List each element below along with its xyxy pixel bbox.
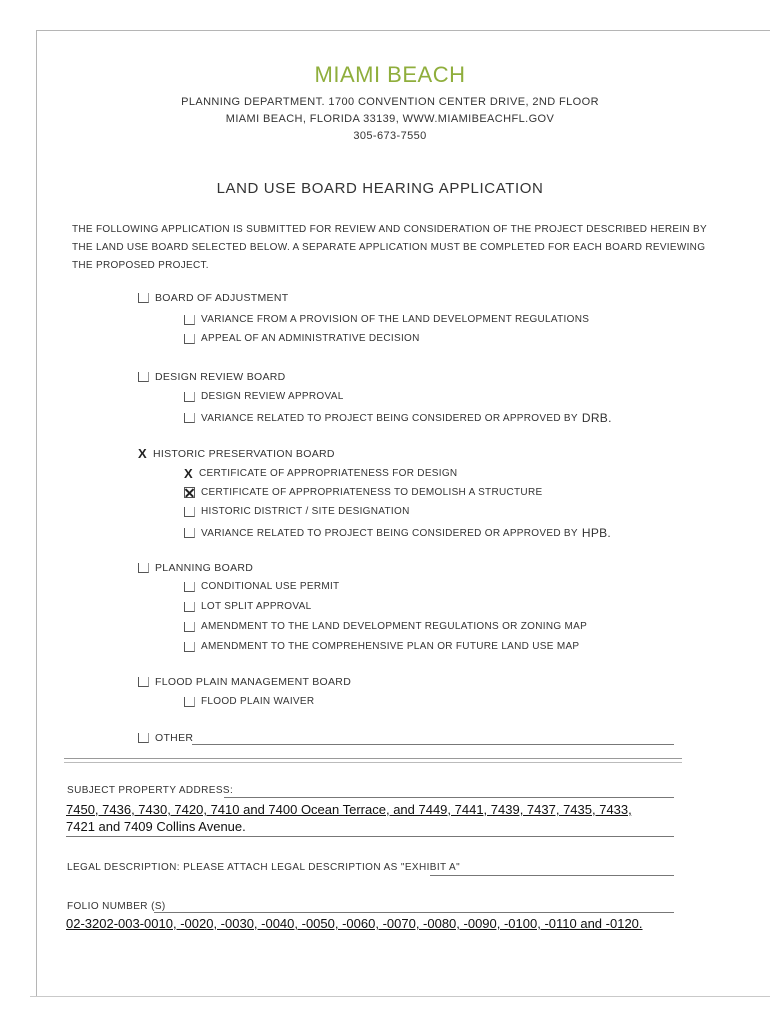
address-label-underline xyxy=(224,797,674,798)
folio-label-underline xyxy=(154,912,674,913)
variance-hpb-checkbox[interactable] xyxy=(184,528,195,538)
amend-ldr-option[interactable] xyxy=(184,621,587,632)
variance-ldr-option[interactable] xyxy=(184,314,589,325)
address-line-2: MIAMI BEACH, FLORIDA 33139, WWW.MIAMIBEACHFL.GOV xyxy=(225,113,555,125)
intro-line-1: THE FOLLOWING APPLICATION IS SUBMITTED FOR REVIEW AND CONSIDERATION OF THE PROJECT DESCRIBED HEREIN BY xyxy=(72,224,707,235)
variance-ldr-checkbox[interactable] xyxy=(184,315,195,325)
historic-designation-checkbox[interactable] xyxy=(184,507,195,517)
appeal-option[interactable] xyxy=(184,333,420,344)
design-review-approval-label: DESIGN REVIEW APPROVAL xyxy=(201,391,344,402)
variance-hpb-board-abbrev: HPB. xyxy=(581,526,612,540)
folio-number-label: FOLIO NUMBER (S) xyxy=(67,901,166,912)
conditional-use-option[interactable] xyxy=(184,581,339,592)
section-divider-1 xyxy=(64,758,682,759)
amend-ldr-checkbox[interactable] xyxy=(184,622,195,632)
design-review-board-label: DESIGN REVIEW BOARD xyxy=(155,371,286,383)
coa-design-label: CERTIFICATE OF APPROPRIATENESS FOR DESIGN xyxy=(199,468,458,479)
planning-board-label: PLANNING BOARD xyxy=(155,562,254,574)
other-label: OTHER xyxy=(155,732,194,744)
subject-property-address-line-1[interactable]: 7450, 7436, 7430, 7420, 7410 and 7400 Ocean Terrace, and 7449, 7441, 7439, 7437, 7435, 7433, xyxy=(66,802,632,817)
folio-number-value[interactable]: 02-3202-003-0010, -0020, -0030, -0040, -0050, -0060, -0070, -0080, -0090, -0100, -0110 and -0120. xyxy=(66,916,643,931)
conditional-use-label: CONDITIONAL USE PERMIT xyxy=(201,581,340,592)
lot-split-label: LOT SPLIT APPROVAL xyxy=(201,601,312,612)
flood-plain-waiver-label: FLOOD PLAIN WAIVER xyxy=(201,696,315,707)
coa-demolish-label: CERTIFICATE OF APPROPRIATENESS TO DEMOLISH A STRUCTURE xyxy=(201,487,543,498)
flood-plain-board-checkbox[interactable] xyxy=(138,677,149,687)
subject-property-address-label: SUBJECT PROPERTY ADDRESS: xyxy=(67,785,234,796)
flood-plain-waiver-option[interactable] xyxy=(184,696,314,707)
address-line-3: 305-673-7550 xyxy=(353,130,427,142)
amend-comp-plan-option[interactable] xyxy=(184,641,579,652)
historic-board-x-mark[interactable]: X xyxy=(138,446,147,461)
variance-drb-option[interactable] xyxy=(184,411,612,425)
variance-hpb-label: VARIANCE RELATED TO PROJECT BEING CONSIDERED OR APPROVED BY xyxy=(201,527,578,539)
page-border-left xyxy=(36,30,37,996)
design-review-board-option[interactable] xyxy=(138,371,286,383)
design-review-approval-option[interactable] xyxy=(184,391,344,402)
planning-board-checkbox[interactable] xyxy=(138,563,149,573)
conditional-use-checkbox[interactable] xyxy=(184,582,195,592)
flood-plain-waiver-checkbox[interactable] xyxy=(184,697,195,707)
legal-description-label: LEGAL DESCRIPTION: PLEASE ATTACH LEGAL DESCRIPTION AS "EXHIBIT A" xyxy=(67,862,461,873)
variance-drb-board-abbrev: DRB. xyxy=(581,411,612,425)
variance-hpb-option[interactable] xyxy=(184,526,611,540)
amend-comp-plan-checkbox[interactable] xyxy=(184,642,195,652)
section-divider-2 xyxy=(64,762,682,763)
address-line-2-underline xyxy=(66,836,674,837)
coa-demolish-option[interactable] xyxy=(184,487,542,498)
appeal-checkbox[interactable] xyxy=(184,334,195,344)
design-review-board-checkbox[interactable] xyxy=(138,372,149,382)
coa-design-option[interactable] xyxy=(184,466,457,481)
coa-demolish-checkbox-checked[interactable] xyxy=(184,487,195,498)
page-border-top xyxy=(36,30,770,31)
historic-preservation-board-option[interactable] xyxy=(138,446,335,461)
historic-preservation-board-label: HISTORIC PRESERVATION BOARD xyxy=(153,447,335,460)
planning-board-option[interactable] xyxy=(138,562,253,574)
board-of-adjustment-option[interactable] xyxy=(138,292,288,304)
variance-ldr-label: VARIANCE FROM A PROVISION OF THE LAND DEVELOPMENT REGULATIONS xyxy=(201,314,590,325)
board-of-adjustment-checkbox[interactable] xyxy=(138,293,149,303)
subject-property-address-line-2[interactable]: 7421 and 7409 Collins Avenue. xyxy=(66,819,246,834)
amend-comp-plan-label: AMENDMENT TO THE COMPREHENSIVE PLAN OR FUTURE LAND USE MAP xyxy=(201,641,580,652)
other-fill-line[interactable] xyxy=(192,744,674,745)
flood-plain-board-option[interactable] xyxy=(138,676,351,688)
flood-plain-board-label: FLOOD PLAIN MANAGEMENT BOARD xyxy=(155,676,352,688)
amend-ldr-label: AMENDMENT TO THE LAND DEVELOPMENT REGULATIONS OR ZONING MAP xyxy=(201,621,588,632)
appeal-label: APPEAL OF AN ADMINISTRATIVE DECISION xyxy=(201,333,420,344)
coa-design-x-mark[interactable]: X xyxy=(184,466,193,481)
page-border-bottom xyxy=(30,996,770,997)
brand-title: MIAMI BEACH xyxy=(314,62,466,87)
address-line-1: PLANNING DEPARTMENT. 1700 CONVENTION CENTER DRIVE, 2ND FLOOR xyxy=(181,96,599,108)
intro-line-3: THE PROPOSED PROJECT. xyxy=(72,260,209,271)
legal-description-fill-line[interactable] xyxy=(430,875,674,876)
intro-line-2: THE LAND USE BOARD SELECTED BELOW. A SEPARATE APPLICATION MUST BE COMPLETED FOR EACH BOARD REVIEWING xyxy=(72,242,706,253)
design-review-approval-checkbox[interactable] xyxy=(184,392,195,402)
board-of-adjustment-label: BOARD OF ADJUSTMENT xyxy=(155,292,289,304)
lot-split-checkbox[interactable] xyxy=(184,602,195,612)
other-checkbox[interactable] xyxy=(138,733,149,743)
variance-drb-label: VARIANCE RELATED TO PROJECT BEING CONSIDERED OR APPROVED BY xyxy=(201,412,578,424)
historic-designation-label: HISTORIC DISTRICT / SITE DESIGNATION xyxy=(201,506,410,517)
form-title: LAND USE BOARD HEARING APPLICATION xyxy=(216,180,544,197)
lot-split-option[interactable] xyxy=(184,601,311,612)
other-option[interactable] xyxy=(138,732,193,744)
variance-drb-checkbox[interactable] xyxy=(184,413,195,423)
historic-designation-option[interactable] xyxy=(184,506,410,517)
